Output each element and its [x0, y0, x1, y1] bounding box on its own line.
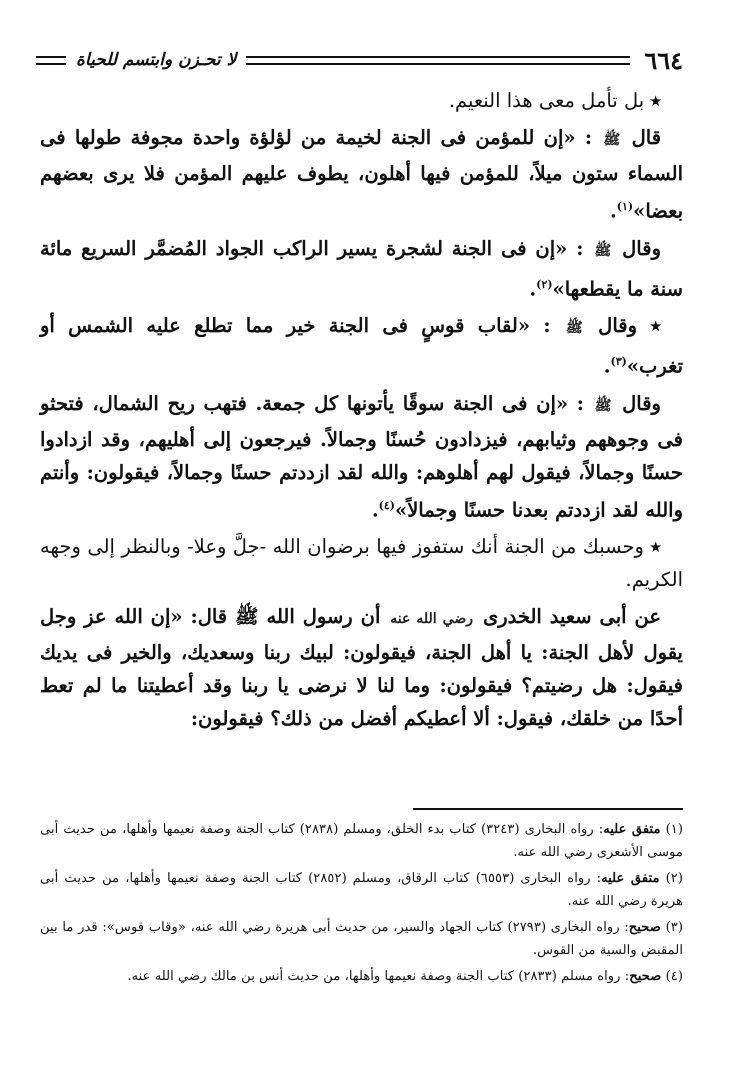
- footnote-text: : رواه مسلم (٢٨٣٣) كتاب الجنة وصفة نعيمها وأهلها، من حديث أنس بن مالك رضي الله عنه.: [127, 969, 630, 984]
- footnote-number: (١): [665, 822, 684, 837]
- paragraph-text: : «لقاب قوسٍ فى الجنة خير مما تطلع عليه الشمس أو تغرب»: [40, 314, 683, 378]
- main-text: [40, 84, 683, 739]
- paragraph-end: .: [609, 199, 617, 223]
- paragraph: [40, 309, 683, 383]
- salutation-glyph: ﷺ: [594, 397, 612, 414]
- paragraph-end: .: [529, 277, 537, 300]
- footnote-number: (٢): [665, 871, 683, 886]
- salutation-glyph: ﷺ: [565, 320, 583, 336]
- paragraph-lead: قال: [631, 126, 662, 149]
- paragraph-lead: وقال: [622, 236, 661, 260]
- page-header: [30, 42, 683, 78]
- paragraph-lead: وقال: [598, 314, 638, 337]
- header-rule-end: [36, 56, 66, 65]
- paragraph-text: : «إن للمؤمن فى الجنة لخيمة من لؤلؤة واحدة مجوفة طولها فى السماء ستون ميلاً، للمؤمن فيها أهلون، يطوف عليهم المؤمن فلا يرى بعضهم بعضا»: [40, 126, 683, 223]
- footnote: [40, 867, 683, 913]
- footnote-divider: [413, 808, 683, 810]
- paragraph: [40, 232, 683, 306]
- footnote: [40, 916, 683, 962]
- footnote-ref[interactable]: (١): [616, 200, 634, 213]
- paragraph-end: .: [371, 498, 379, 521]
- footnote-ref[interactable]: (٣): [610, 355, 627, 368]
- paragraph-lead: وقال: [622, 391, 661, 415]
- paragraph-lead: عن أبى سعيد الخدرى: [482, 605, 661, 628]
- paragraph-text: : «إن فى الجنة لشجرة يسير الراكب الجواد المُضمَّر السريع مائة سنة ما يقطعها»: [40, 236, 683, 300]
- footnote-ref[interactable]: (٢): [536, 277, 553, 291]
- paragraph-text: بل تأمل معى هذا النعيم.: [448, 89, 645, 112]
- paragraph-text: أن رسول الله ﷺ قال: «إن الله عز وجل يقول لأهل الجنة: يا أهل الجنة، فيقولون: لبيك ربنا وسعديك، والخير فى يديك فيقول: هل رضيتم؟ فيقولون: وما لنا لا نرضى يا ربنا وقد أعطيتنا ما لم تعط أحدًا من خلقك، فيقول: ألا أعطيكم أفضل من ذلك؟ فيقولون:: [40, 605, 683, 730]
- footnote-number: (٤): [665, 969, 683, 984]
- footnote-label: صحيح: [629, 969, 662, 984]
- footnotes: [40, 818, 683, 991]
- footnote-number: (٣): [665, 920, 684, 935]
- star-bullet: ٭: [650, 89, 661, 112]
- paragraph: [40, 600, 683, 735]
- paragraph: [40, 121, 683, 228]
- page-number: ٦٦٤: [644, 45, 683, 75]
- footnote-ref[interactable]: (٤): [378, 498, 395, 512]
- paragraph-text: : «إن فى الجنة سوقًا يأتونها كل جمعة. فتهب ريح الشمال، فتحثو فى وجوههم وثيابهم، فيزدادون حُسنًا وجمالاً. فيرجعون إلى أهليهم، وقد ازدادوا حسنًا وجمالاً، فيقول لهم أهلوهم: والله لقد ازددتم حسنًا وجمالاً، فيقولون: وأنتم والله لقد ازددتم بعدنا حسنًا وجمالاً»: [40, 391, 683, 521]
- footnote: [40, 818, 683, 864]
- footnote: [40, 965, 683, 988]
- salutation-glyph: رضي الله عنه: [390, 611, 474, 627]
- running-title: لا تحـزن وابتسم للحياة: [76, 50, 237, 70]
- footnote-text: : رواه البخارى (٢٧٩٣) كتاب الجهاد والسير، من حديث أبى هريرة رضي الله عنه، «وقاب قوس»: قدر ما بين المقبض والسية من القوس.: [40, 920, 683, 958]
- footnote-label: صحيح: [628, 920, 661, 935]
- salutation-glyph: ﷺ: [603, 132, 621, 148]
- footnote-text: : رواه البخارى (٣٢٤٣) كتاب بدء الخلق، ومسلم (٢٨٣٨) كتاب الجنة وصفة نعيمها وأهلها، من حديث أبى موسى الأشعرى رضي الله عنه.: [40, 822, 683, 860]
- paragraph-text: وحسبك من الجنة أنك ستفوز فيها برضوان الله -جلَّ وعلا- وبالنظر إلى وجهه الكريم.: [40, 535, 683, 591]
- footnote-label: متفق عليه: [603, 822, 661, 837]
- paragraph: [40, 530, 683, 596]
- paragraph-end: .: [603, 354, 611, 378]
- salutation-glyph: ﷺ: [594, 242, 612, 259]
- star-bullet: ٭: [650, 314, 661, 337]
- star-bullet: ٭: [650, 535, 661, 558]
- paragraph: [40, 387, 683, 527]
- header-rule: [246, 56, 630, 65]
- footnote-text: : رواه البخارى (٦٥٥٣) كتاب الرقاق، ومسلم (٢٨٥٢) كتاب الجنة وصفة نعيمها وأهلها، من حديث أبى هريرة رضي الله عنه.: [40, 871, 683, 909]
- paragraph: [40, 84, 683, 117]
- footnote-label: متفق عليه: [601, 871, 660, 886]
